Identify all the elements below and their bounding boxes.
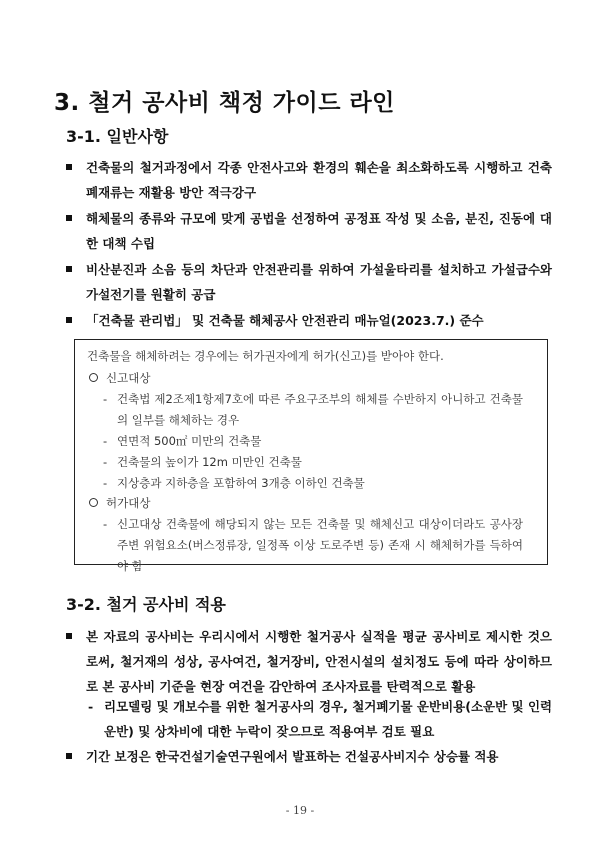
square-bullet-icon — [66, 164, 72, 170]
page-number: - 19 - — [285, 804, 315, 817]
bullet-item: 해체물의 종류와 규모에 맞게 공법을 선정하여 공정표 작성 및 소음, 분진, 진동에 대한 대책 수립 — [66, 206, 552, 256]
sub-item: - 건축물의 높이가 12m 미만인 건축물 — [103, 452, 523, 473]
dash-marker: - — [103, 455, 108, 469]
square-bullet-icon — [66, 266, 72, 272]
bullet-item: 건축물의 철거과정에서 각종 안전사고와 환경의 훼손을 최소화하도록 시행하고 건축 폐재류는 재활용 방안 적극강구 — [66, 155, 552, 205]
circle-bullet-icon — [89, 373, 98, 382]
sub-item: - 연면적 500㎡ 미만의 건축물 — [103, 431, 523, 452]
dash-marker: - — [103, 434, 108, 448]
sub-item: - 지상층과 지하층을 포함하여 3개층 이하인 건축물 — [103, 473, 523, 494]
bullet-item: 본 자료의 공사비는 우리시에서 시행한 철거공사 실적을 평균 공사비로 제시한 것으로써, 철거재의 성상, 공사여건, 철거장비, 안전시설의 설치정도 등에 따라 상이하므로 본 공사비 기준을 현장 여건을 감안하여 조사자료를 탄력적으로 활용 — [66, 624, 552, 699]
square-bullet-icon — [66, 215, 72, 221]
page-title: 3. 철거 공사비 책정 가이드 라인 — [54, 90, 395, 116]
dash-marker: - — [103, 476, 108, 490]
dash-marker: - — [103, 392, 108, 406]
bullet-item: 비산분진과 소음 등의 차단과 안전관리를 위하여 가설울타리를 설치하고 가설급수와 가설전기를 원활히 공급 — [66, 257, 552, 307]
permit-info-box — [74, 339, 548, 573]
section-heading-cost-application: 3-2. 철거 공사비 적용 — [66, 595, 226, 614]
bullet-item: 「건축물 관리법」 및 건축물 해체공사 안전관리 매뉴얼(2023.7.) 준수 — [66, 308, 552, 333]
square-bullet-icon — [66, 633, 72, 639]
group-title-permit: 허가대상 — [89, 495, 150, 511]
square-bullet-icon — [66, 753, 72, 759]
dash-marker: - — [88, 699, 94, 714]
box-intro-text: 건축물을 해체하려는 경우에는 허가권자에게 허가(신고)를 받아야 한다. — [87, 349, 444, 363]
square-bullet-icon — [66, 317, 72, 323]
group-title-report: 신고대상 — [89, 370, 150, 386]
dash-marker: - — [103, 517, 108, 531]
sub-item: - 신고대상 건축물에 해당되지 않는 모든 건축물 및 해체신고 대상이더라도 공사장 주변 위험요소(버스정류장, 일정폭 이상 도로주변 등) 존재 시 해체허가를 득하여야 함 — [103, 514, 523, 577]
sub-item: - 건축법 제2조제1항제7호에 따른 주요구조부의 해체를 수반하지 아니하고 건축물의 일부를 해체하는 경우 — [103, 389, 523, 431]
bullet-item: 기간 보정은 한국건설기술연구원에서 발표하는 건설공사비지수 상승률 적용 — [66, 744, 552, 769]
circle-bullet-icon — [89, 498, 98, 507]
dash-item: - 리모델링 및 개보수를 위한 철거공사의 경우, 철거폐기물 운반비용(소운반 및 인력운반) 및 상차비에 대한 누락이 잦으므로 적용여부 검토 필요 — [88, 694, 554, 744]
section-heading-general: 3-1. 일반사항 — [66, 127, 169, 146]
